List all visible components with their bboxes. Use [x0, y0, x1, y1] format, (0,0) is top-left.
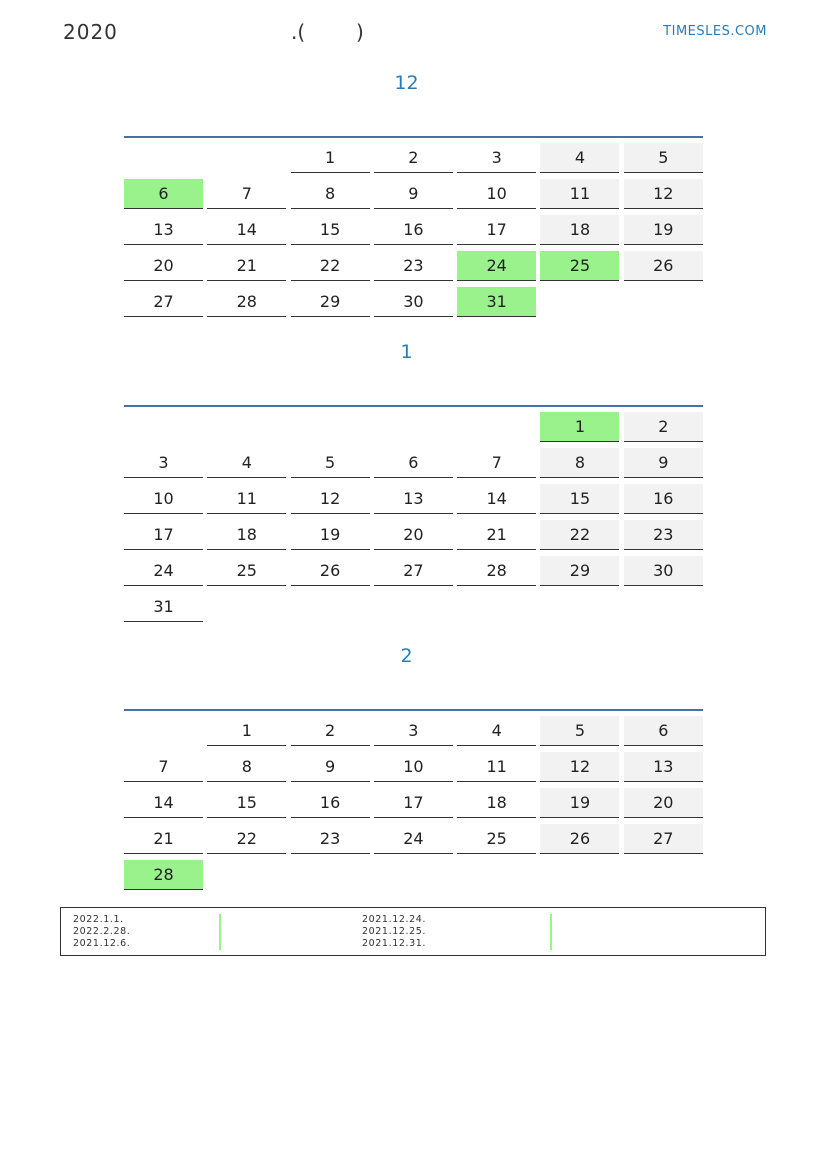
- week-row: [124, 711, 703, 747]
- day-cell: 23: [291, 824, 370, 854]
- day-cell: 8: [207, 752, 286, 782]
- day-cell: 6: [374, 448, 453, 478]
- week-row: [124, 210, 703, 246]
- empty-cell: [207, 592, 286, 622]
- page-title: 2020: [63, 20, 118, 44]
- day-cell: 21: [457, 520, 536, 550]
- day-cell: 25: [457, 824, 536, 854]
- empty-cell: [207, 860, 286, 890]
- weekend-day-cell: 16: [624, 484, 703, 514]
- empty-cell: [457, 592, 536, 622]
- month-calendar-2: [124, 709, 703, 891]
- day-cell: 30: [374, 287, 453, 317]
- legend-item: 2022.2.28.: [73, 926, 131, 937]
- legend-item: 2021.12.24.: [362, 914, 427, 925]
- legend-item: 2022.1.1.: [73, 914, 124, 925]
- weekend-day-cell: 13: [624, 752, 703, 782]
- weekend-day-cell: 8: [540, 448, 619, 478]
- empty-cell: [374, 412, 453, 442]
- legend-item: 2021.12.25.: [362, 926, 427, 937]
- day-cell: 7: [207, 179, 286, 209]
- day-cell: 1: [207, 716, 286, 746]
- day-cell: 16: [291, 788, 370, 818]
- empty-cell: [207, 143, 286, 173]
- legend-holiday-swatch: [550, 914, 552, 950]
- week-row: [124, 407, 703, 443]
- empty-cell: [624, 592, 703, 622]
- day-cell: 15: [207, 788, 286, 818]
- month-title-1: 1: [400, 341, 413, 363]
- day-cell: 17: [374, 788, 453, 818]
- legend-left-column: [73, 914, 130, 950]
- legend-item: 2021.12.31.: [362, 938, 427, 949]
- day-cell: 29: [291, 287, 370, 317]
- empty-cell: [540, 860, 619, 890]
- weekend-day-cell: 22: [540, 520, 619, 550]
- day-cell: 14: [457, 484, 536, 514]
- legend-item: 2021.12.6.: [73, 938, 131, 949]
- day-cell: 20: [374, 520, 453, 550]
- day-cell: 3: [124, 448, 203, 478]
- day-cell: 10: [124, 484, 203, 514]
- page-subtitle: .( ): [291, 20, 364, 44]
- day-cell: 5: [291, 448, 370, 478]
- week-row: [124, 282, 703, 318]
- day-cell: 24: [124, 556, 203, 586]
- day-cell: 20: [124, 251, 203, 281]
- weekend-day-cell: 30: [624, 556, 703, 586]
- day-cell: 23: [374, 251, 453, 281]
- week-row: [124, 443, 703, 479]
- empty-cell: [291, 860, 370, 890]
- holiday-day-cell: 28: [124, 860, 203, 890]
- day-cell: 21: [124, 824, 203, 854]
- weekend-day-cell: 5: [540, 716, 619, 746]
- day-cell: 2: [291, 716, 370, 746]
- day-cell: 18: [457, 788, 536, 818]
- week-row: [124, 747, 703, 783]
- day-cell: 1: [291, 143, 370, 173]
- week-row: [124, 855, 703, 891]
- holiday-day-cell: 31: [457, 287, 536, 317]
- month-title-2: 2: [400, 645, 413, 667]
- week-row: [124, 551, 703, 587]
- weekend-day-cell: 4: [540, 143, 619, 173]
- day-cell: 21: [207, 251, 286, 281]
- day-cell: 24: [374, 824, 453, 854]
- week-row: [124, 138, 703, 174]
- empty-cell: [624, 287, 703, 317]
- empty-cell: [291, 592, 370, 622]
- legend-right-column: [362, 914, 426, 950]
- week-row: [124, 587, 703, 623]
- weekend-day-cell: 6: [624, 716, 703, 746]
- day-cell: 15: [291, 215, 370, 245]
- empty-cell: [207, 412, 286, 442]
- site-link[interactable]: TIMESLES.COM: [663, 24, 767, 39]
- weekend-day-cell: 18: [540, 215, 619, 245]
- weekend-day-cell: 12: [624, 179, 703, 209]
- holiday-day-cell: 25: [540, 251, 619, 281]
- weekend-day-cell: 23: [624, 520, 703, 550]
- weekend-day-cell: 27: [624, 824, 703, 854]
- holiday-day-cell: 24: [457, 251, 536, 281]
- holiday-day-cell: 1: [540, 412, 619, 442]
- day-cell: 28: [207, 287, 286, 317]
- day-cell: 16: [374, 215, 453, 245]
- week-row: [124, 819, 703, 855]
- holiday-day-cell: 6: [124, 179, 203, 209]
- empty-cell: [124, 716, 203, 746]
- weekend-day-cell: 19: [624, 215, 703, 245]
- empty-cell: [624, 860, 703, 890]
- weekend-day-cell: 11: [540, 179, 619, 209]
- day-cell: 13: [374, 484, 453, 514]
- week-row: [124, 783, 703, 819]
- day-cell: 10: [457, 179, 536, 209]
- day-cell: 8: [291, 179, 370, 209]
- day-cell: 11: [207, 484, 286, 514]
- legend-holiday-swatch: [219, 914, 221, 950]
- holiday-legend: [60, 907, 766, 956]
- empty-cell: [540, 592, 619, 622]
- day-cell: 22: [207, 824, 286, 854]
- day-cell: 3: [374, 716, 453, 746]
- weekend-day-cell: 26: [540, 824, 619, 854]
- day-cell: 19: [291, 520, 370, 550]
- day-cell: 17: [124, 520, 203, 550]
- day-cell: 18: [207, 520, 286, 550]
- empty-cell: [291, 412, 370, 442]
- day-cell: 7: [124, 752, 203, 782]
- day-cell: 26: [291, 556, 370, 586]
- day-cell: 27: [374, 556, 453, 586]
- week-row: [124, 246, 703, 282]
- day-cell: 9: [374, 179, 453, 209]
- weekend-day-cell: 9: [624, 448, 703, 478]
- weekend-day-cell: 20: [624, 788, 703, 818]
- day-cell: 27: [124, 287, 203, 317]
- day-cell: 17: [457, 215, 536, 245]
- day-cell: 4: [207, 448, 286, 478]
- week-row: [124, 174, 703, 210]
- empty-cell: [374, 592, 453, 622]
- empty-cell: [457, 860, 536, 890]
- day-cell: 14: [207, 215, 286, 245]
- day-cell: 9: [291, 752, 370, 782]
- month-title-0: 12: [394, 72, 419, 94]
- empty-cell: [540, 287, 619, 317]
- day-cell: 13: [124, 215, 203, 245]
- weekend-day-cell: 12: [540, 752, 619, 782]
- weekend-day-cell: 15: [540, 484, 619, 514]
- month-calendar-0: [124, 136, 703, 318]
- day-cell: 12: [291, 484, 370, 514]
- day-cell: 22: [291, 251, 370, 281]
- month-calendar-1: [124, 405, 703, 623]
- day-cell: 11: [457, 752, 536, 782]
- empty-cell: [124, 412, 203, 442]
- day-cell: 28: [457, 556, 536, 586]
- day-cell: 2: [374, 143, 453, 173]
- empty-cell: [374, 860, 453, 890]
- week-row: [124, 479, 703, 515]
- day-cell: 31: [124, 592, 203, 622]
- week-row: [124, 515, 703, 551]
- weekend-day-cell: 29: [540, 556, 619, 586]
- day-cell: 25: [207, 556, 286, 586]
- weekend-day-cell: 19: [540, 788, 619, 818]
- day-cell: 10: [374, 752, 453, 782]
- empty-cell: [124, 143, 203, 173]
- weekend-day-cell: 5: [624, 143, 703, 173]
- day-cell: 7: [457, 448, 536, 478]
- day-cell: 4: [457, 716, 536, 746]
- empty-cell: [457, 412, 536, 442]
- weekend-day-cell: 26: [624, 251, 703, 281]
- day-cell: 3: [457, 143, 536, 173]
- weekend-day-cell: 2: [624, 412, 703, 442]
- day-cell: 14: [124, 788, 203, 818]
